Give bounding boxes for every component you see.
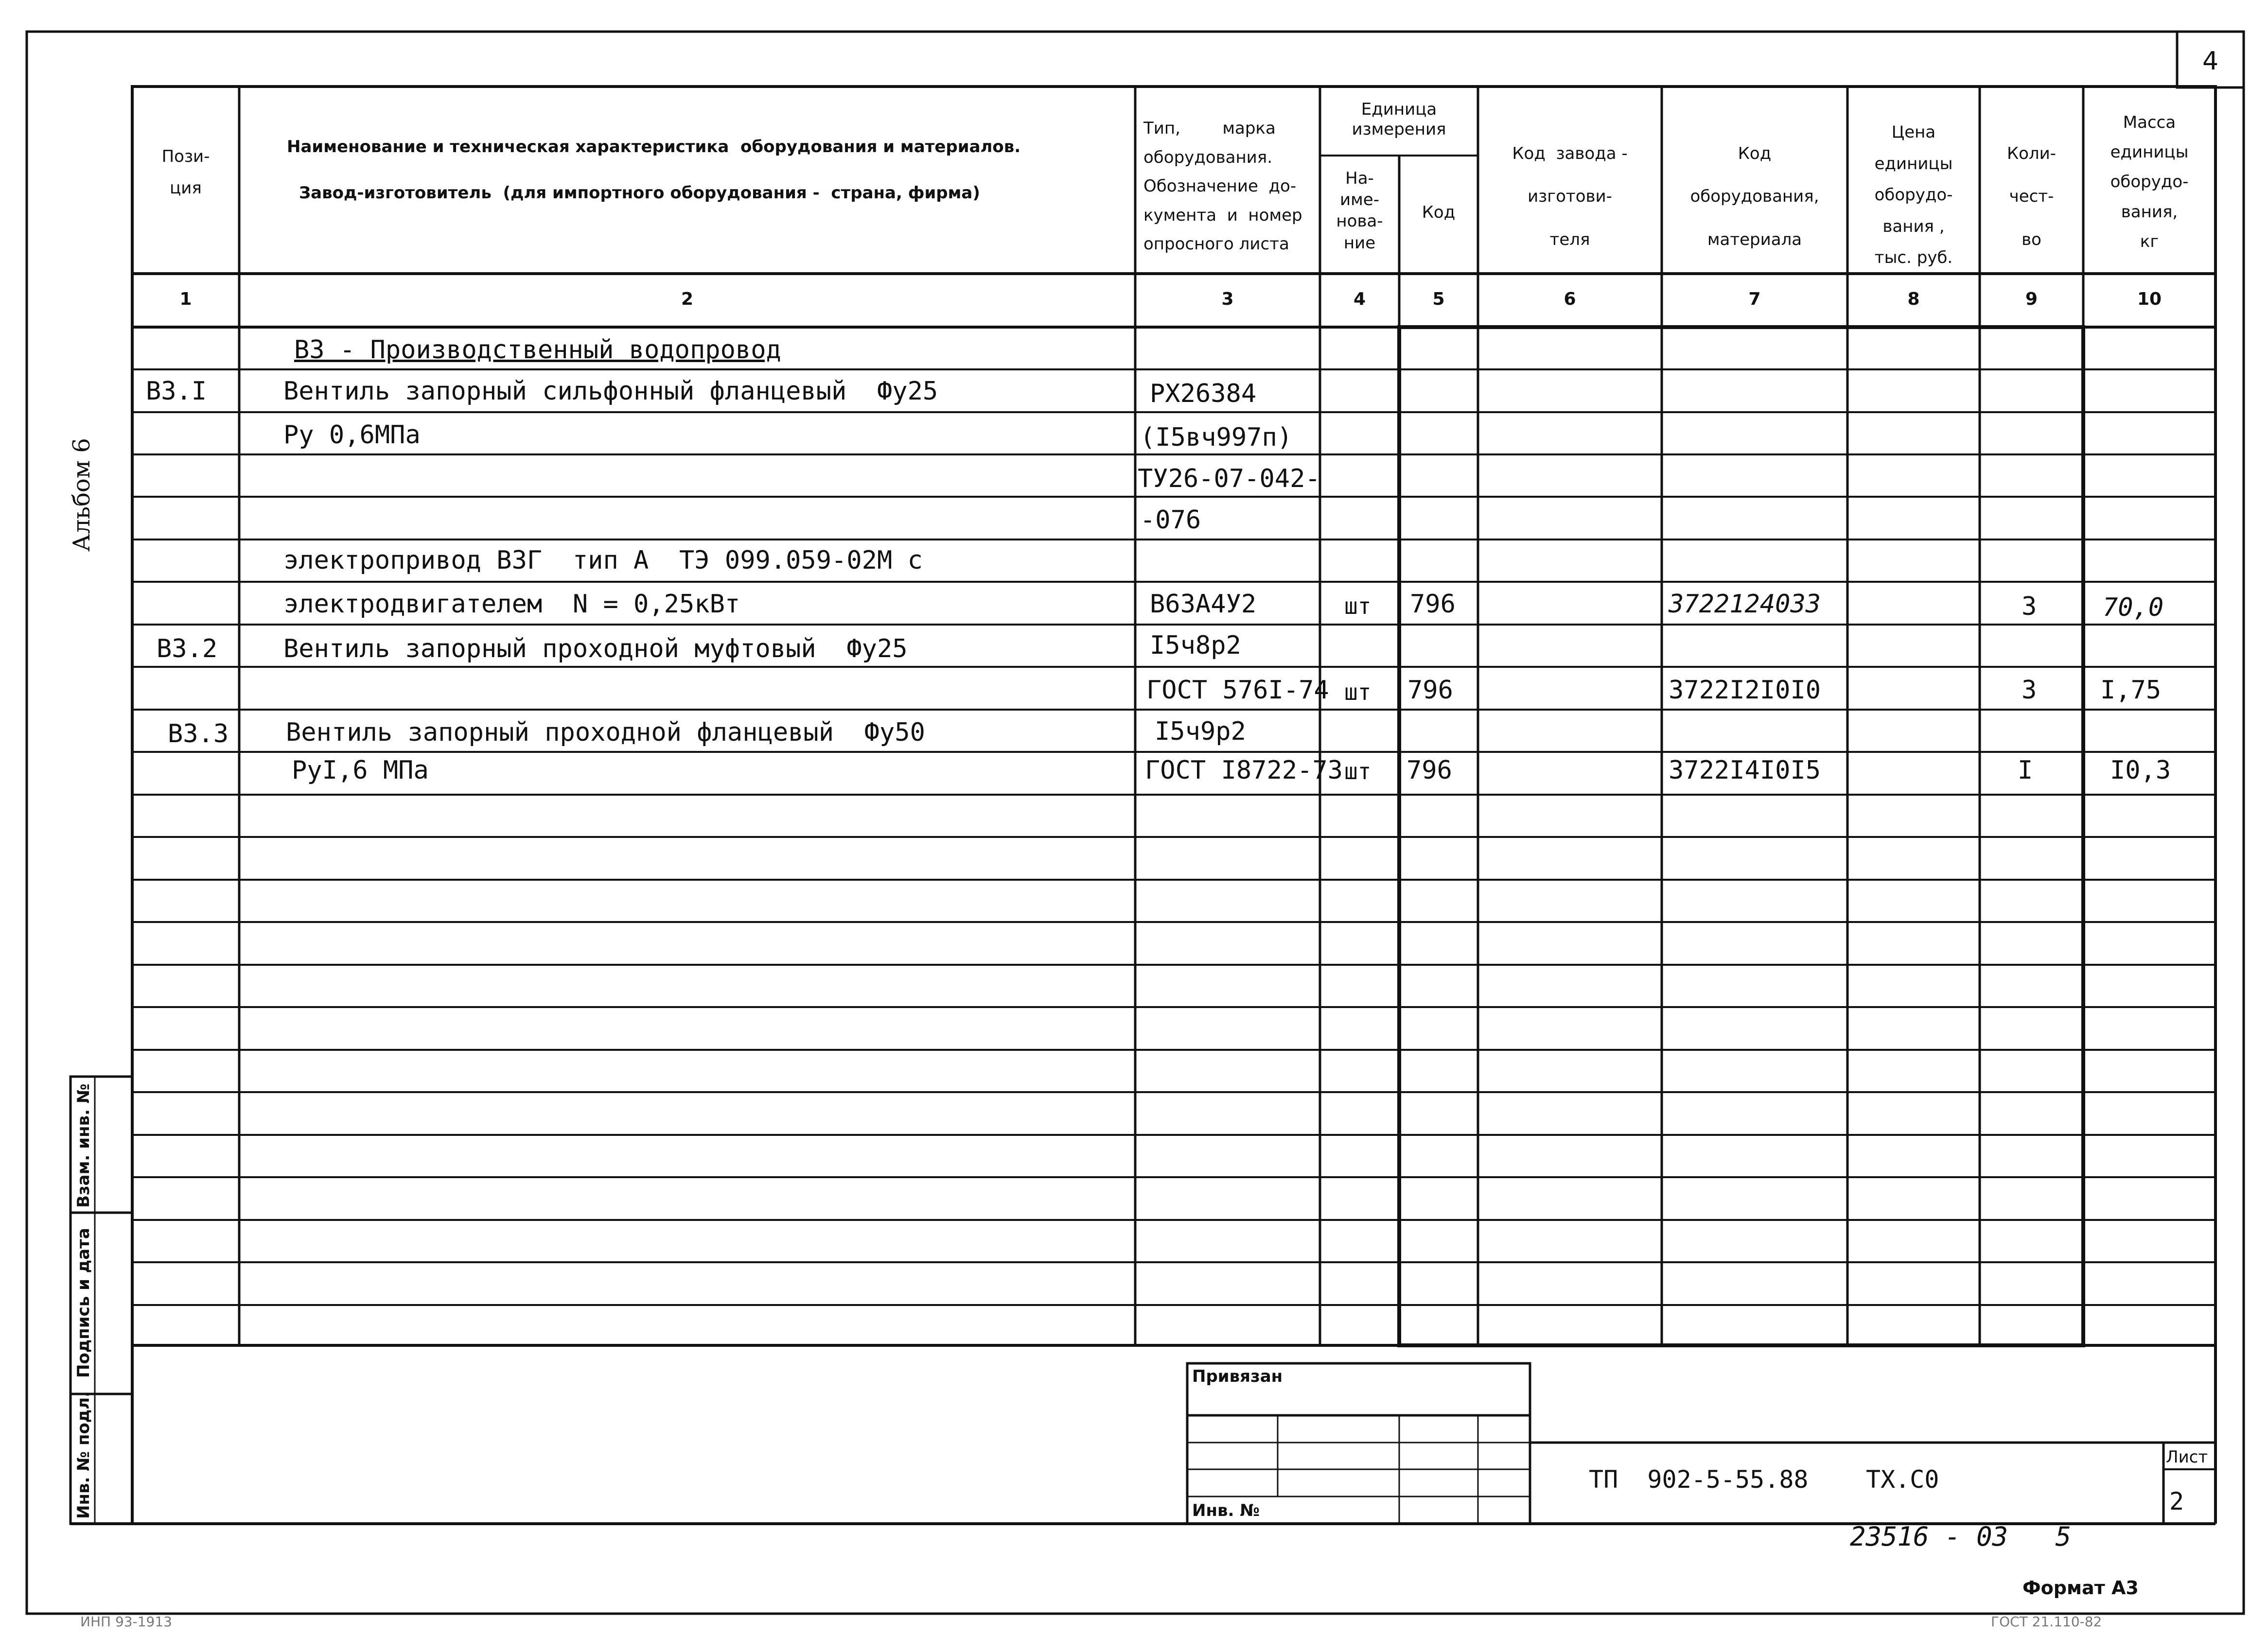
row-equipment-code: 3722I4I0I5 (1669, 756, 1821, 785)
album-label: Альбом 6 (68, 438, 95, 552)
archive-number: 23516 - 03 5 (1850, 1521, 2072, 1552)
row-name: электродвигателем N = 0,25кВт (283, 590, 740, 619)
row-name: Вентиль запорный сильфонный фланцевый Фу25 (283, 377, 938, 406)
row-quantity: 3 (2022, 676, 2037, 705)
row-unit: шт (1344, 679, 1371, 705)
row-unit-code: 796 (1410, 590, 1456, 619)
header-mass: Масса единицы оборудо- вания, кг (2110, 113, 2189, 251)
footer-right: ГОСТ 21.110-82 (1991, 1614, 2102, 1630)
header-unit: Единица измерения (1352, 100, 1446, 139)
row-type: I5ч8р2 (1150, 631, 1241, 660)
row-unit: шт (1344, 758, 1371, 784)
row-type: РХ26384 (1150, 379, 1257, 408)
footer-left: ИНП 93-1913 (80, 1614, 172, 1630)
row-quantity: I (2018, 756, 2033, 785)
section-title: В3 - Производственный водопровод (294, 335, 781, 365)
format-label: Формат А3 (2022, 1577, 2139, 1599)
inv-no-label: Инв. № (1192, 1501, 1260, 1520)
row-equipment-code: 3722124033 (1669, 590, 1821, 619)
col-number-4: 4 (1353, 289, 1366, 309)
header-name-line1: Наименование и техническая характеристика оборудования и материалов. (287, 137, 1021, 157)
row-type: ТУ26-07-042- (1138, 464, 1320, 493)
list-value: 2 (2169, 1487, 2184, 1515)
row-unit-code: 796 (1407, 676, 1453, 705)
row-mass: I,75 (2100, 676, 2162, 705)
col-number-6: 6 (1564, 289, 1576, 309)
col-number-3: 3 (1221, 289, 1234, 309)
col-number-8: 8 (1907, 289, 1920, 309)
list-label: Лист (2166, 1447, 2208, 1467)
row-type: -076 (1140, 505, 1201, 535)
row-mass: 70,0 (2103, 593, 2164, 622)
row-name: Вентиль запорный проходной фланцевый Фу50 (286, 718, 925, 747)
row-unit-code: 796 (1407, 756, 1452, 785)
row-position: В3.3 (168, 719, 229, 748)
document-code: ТП 902-5-55.88 (1589, 1465, 1809, 1494)
header-unit-name: На- име- нова- ние (1336, 169, 1383, 253)
header-equipment-code: Код оборудования, материала (1690, 144, 1819, 249)
sheet-number-top: 4 (2202, 47, 2219, 76)
side-stamp-inv-podl: Инв. № подл. (74, 1391, 93, 1519)
row-equipment-code: 3722I2I0I0 (1669, 676, 1821, 705)
header-factory-code: Код завода - изготови- теля (1512, 144, 1628, 249)
side-stamp-vzam: Взам. инв. № (74, 1083, 93, 1208)
col-number-10: 10 (2137, 289, 2162, 309)
row-type: В63А4У2 (1150, 590, 1257, 619)
row-name: РуI,6 МПа (292, 756, 429, 785)
row-position: В3.2 (157, 634, 218, 663)
row-mass: I0,3 (2110, 756, 2171, 785)
row-position: В3.I (146, 377, 207, 406)
col-number-5: 5 (1432, 289, 1445, 309)
col-number-2: 2 (681, 289, 694, 309)
row-type: ГОСТ 576I-74 (1146, 676, 1329, 705)
row-type: I5ч9р2 (1155, 717, 1246, 746)
header-price: Цена единицы оборудо- вания , тыс. руб. (1874, 122, 1953, 268)
header-unit-code: Код (1422, 203, 1456, 222)
header-type: Тип, марка оборудования. Обозначение до- кумента и номер опросного листа (1143, 119, 1302, 254)
row-type: ГОСТ I8722-73 (1145, 756, 1343, 785)
col-number-1: 1 (179, 289, 192, 309)
row-name: Вентиль запорный проходной муфтовый Фу25 (283, 634, 908, 663)
document-mark: ТХ.С0 (1866, 1465, 1939, 1494)
col-number-7: 7 (1748, 289, 1761, 309)
col-number-9: 9 (2025, 289, 2038, 309)
header-name-line2: Завод-изготовитель (для импортного оборудования - страна, фирма) (299, 183, 980, 203)
header-position: Пози- ция (161, 147, 210, 198)
row-unit: шт (1344, 593, 1371, 619)
row-name: Ру 0,6МПа (283, 420, 421, 450)
header-quantity: Коли- чест- во (2006, 144, 2057, 249)
row-name: электропривод В3Г тип А ТЭ 099.059-02М с (283, 546, 923, 575)
side-stamp-podpis: Подпись и дата (74, 1228, 93, 1378)
row-quantity: 3 (2022, 592, 2037, 621)
row-type: (I5вч997п) (1140, 423, 1293, 452)
privyazan-label: Привязан (1192, 1367, 1283, 1386)
